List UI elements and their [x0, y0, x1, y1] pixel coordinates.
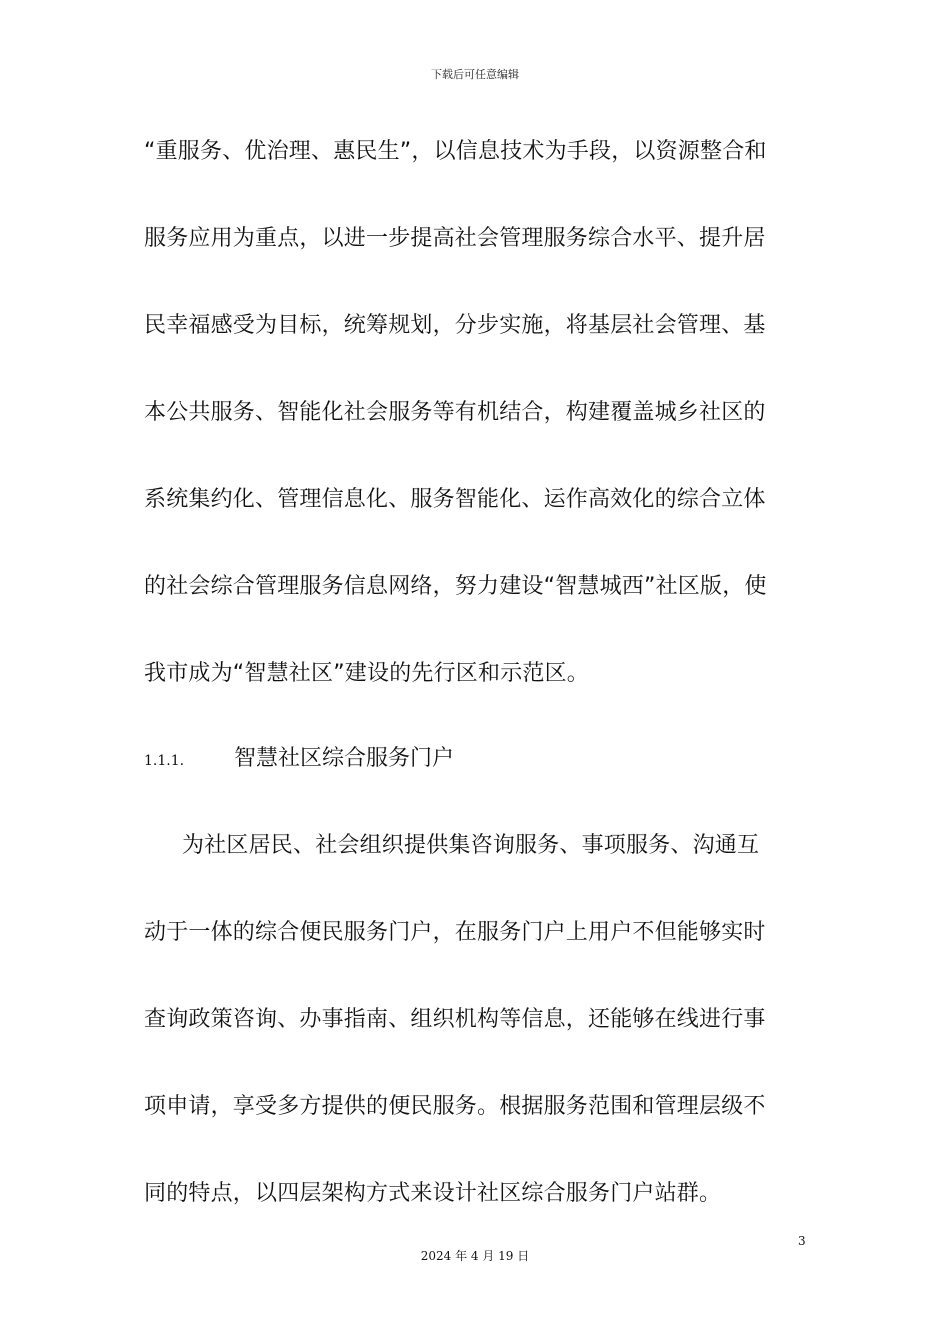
paragraph-1-line-2: 服务应用为重点，以进一步提高社会管理服务综合水平、提升居 — [144, 226, 766, 251]
footer-date: 2024 年 4 月 19 日 — [420, 1249, 530, 1263]
section-title: 智慧社区综合服务门户 — [234, 746, 455, 771]
paragraph-2-line-3: 查询政策咨询、办事指南、组织机构等信息，还能够在线进行事 — [144, 1007, 766, 1032]
section-heading — [144, 744, 454, 776]
paragraph-1-line-4: 本公共服务、智能化社会服务等有机结合，构建覆盖城乡社区的 — [144, 400, 766, 425]
page-number: 3 — [798, 1234, 806, 1248]
paragraph-1-line-7: 我市成为“智慧社区”建设的先行区和示范区。 — [144, 661, 589, 686]
paragraph-1-line-3: 民幸福感受为目标，统筹规划，分步实施，将基层社会管理、基 — [144, 313, 766, 338]
paragraph-1-line-6: 的社会综合管理服务信息网络，努力建设“智慧城西”社区版，使 — [144, 574, 767, 599]
paragraph-2-line-1: 为社区居民、社会组织提供集咨询服务、事项服务、沟通互 — [182, 833, 760, 858]
paragraph-2-line-5: 同的特点，以四层架构方式来设计社区综合服务门户站群。 — [144, 1181, 722, 1206]
page-header: 下载后可任意编辑 — [431, 68, 519, 81]
paragraph-1-line-5: 系统集约化、管理信息化、服务智能化、运作高效化的综合立体 — [144, 487, 766, 512]
paragraph-1-line-1: “重服务、优治理、惠民生”，以信息技术为手段，以资源整合和 — [144, 139, 767, 164]
section-number: 1.1.1. — [144, 753, 185, 769]
paragraph-2-line-2: 动于一体的综合便民服务门户，在服务门户上用户不但能够实时 — [144, 920, 766, 945]
paragraph-2-line-4: 项申请，享受多方提供的便民服务。根据服务范围和管理层级不 — [144, 1094, 766, 1119]
